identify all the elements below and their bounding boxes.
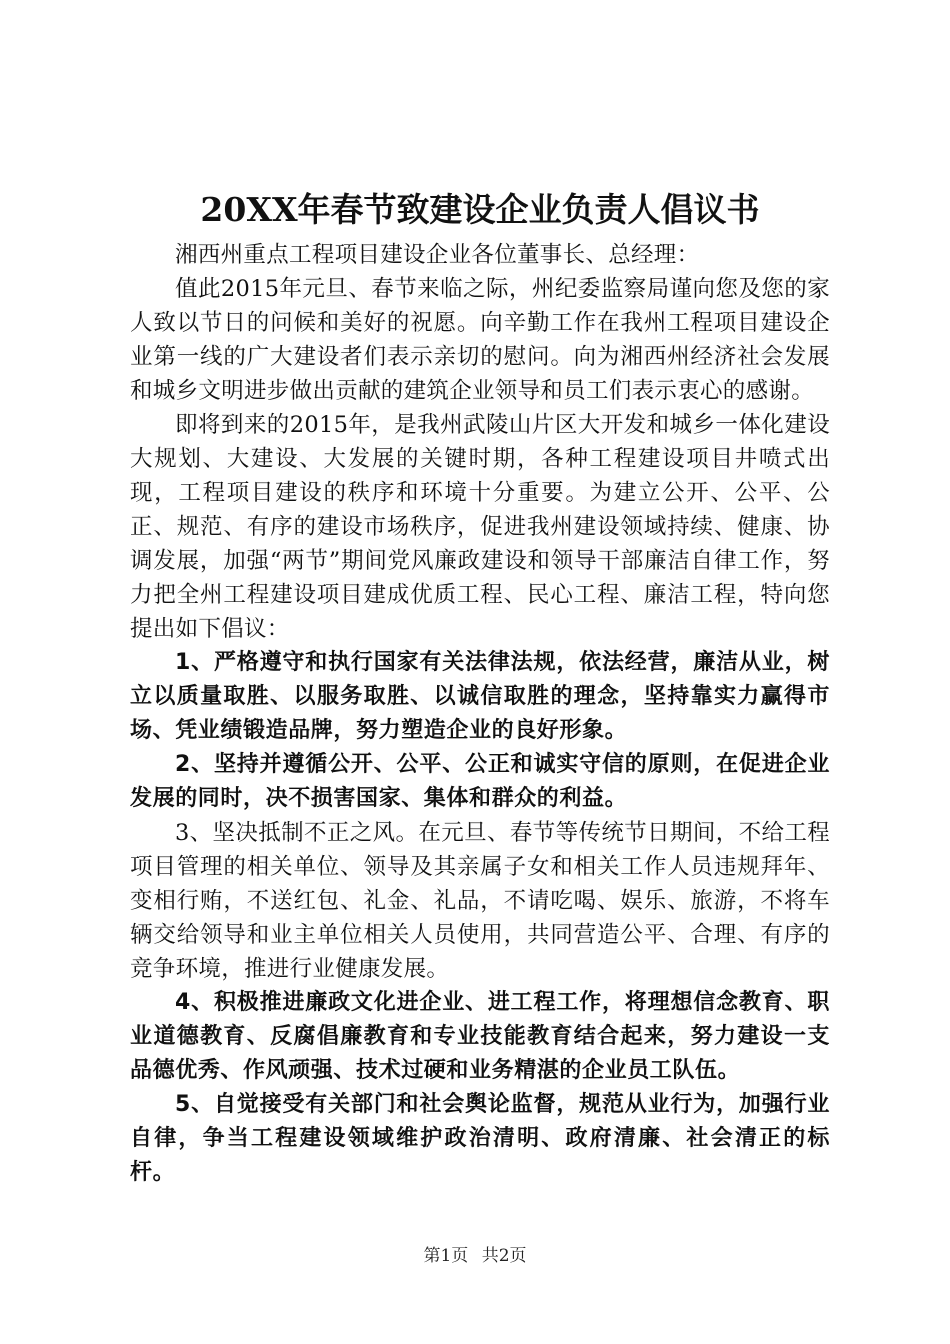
proposal-item-5: 5、自觉接受有关部门和社会舆论监督，规范从业行为，加强行业自律，争当工程建设领域维护政治清明、政府清廉、社会清正的标杆。 <box>130 1092 830 1185</box>
document-page <box>130 182 830 1190</box>
page-number-total: 共2页 <box>481 1246 527 1266</box>
proposal-item-4: 4、积极推进廉政文化进企业、进工程工作，将理想信念教育、职业道德教育、反腐倡廉教育和专业技能教育结合起来，努力建设一支品德优秀、作风顽强、技术过硬和业务精湛的企业员工队伍。 <box>130 990 830 1083</box>
proposal-item-2: 2、坚持并遵循公开、公平、公正和诚实守信的原则，在促进企业发展的同时，决不损害国家、集体和群众的利益。 <box>130 752 830 811</box>
intro-paragraph: 值此2015年元旦、春节来临之际，州纪委监察局谨向您及您的家人致以节日的问候和美好的祝愿。向辛勤工作在我州工程项目建设企业第一线的广大建设者们表示亲切的慰问。向为湘西州经济社会发展和城乡文明进步做出贡献的建筑企业领导和员工们表示衷心的感谢。 <box>130 276 830 404</box>
proposal-item-3: 3、坚决抵制不正之风。在元旦、春节等传统节日期间，不给工程项目管理的相关单位、领导及其亲属子女和相关工作人员违规拜年、变相行贿，不送红包、礼金、礼品，不请吃喝、娱乐、旅游，不将车辆交给领导和业主单位相关人员使用，共同营造公平、合理、有序的竞争环境，推进行业健康发展。 <box>130 820 830 982</box>
document-title: 20XX年春节致建设企业负责人倡议书 <box>200 190 760 229</box>
salutation: 湘西州重点工程项目建设企业各位董事长、总经理： <box>175 242 700 268</box>
page-footer <box>0 1241 950 1266</box>
context-paragraph: 即将到来的2015年，是我州武陵山片区大开发和城乡一体化建设大规划、大建设、大发展的关键时期，各种工程建设项目井喷式出现，工程项目建设的秩序和环境十分重要。为建立公开、公平、公正、规范、有序的建设市场秩序，促进我州建设领域持续、健康、协调发展，加强“两节”期间党风廉政建设和领导干部廉洁自律工作，努力把全州工程建设项目建成优质工程、民心工程、廉洁工程，特向您提出如下倡议： <box>130 412 830 642</box>
page-number-current: 第1页 <box>423 1246 469 1266</box>
proposal-item-1: 1、严格遵守和执行国家有关法律法规，依法经营，廉洁从业，树立以质量取胜、以服务取胜、以诚信取胜的理念，坚持靠实力赢得市场、凭业绩锻造品牌，努力塑造企业的良好形象。 <box>130 650 830 743</box>
